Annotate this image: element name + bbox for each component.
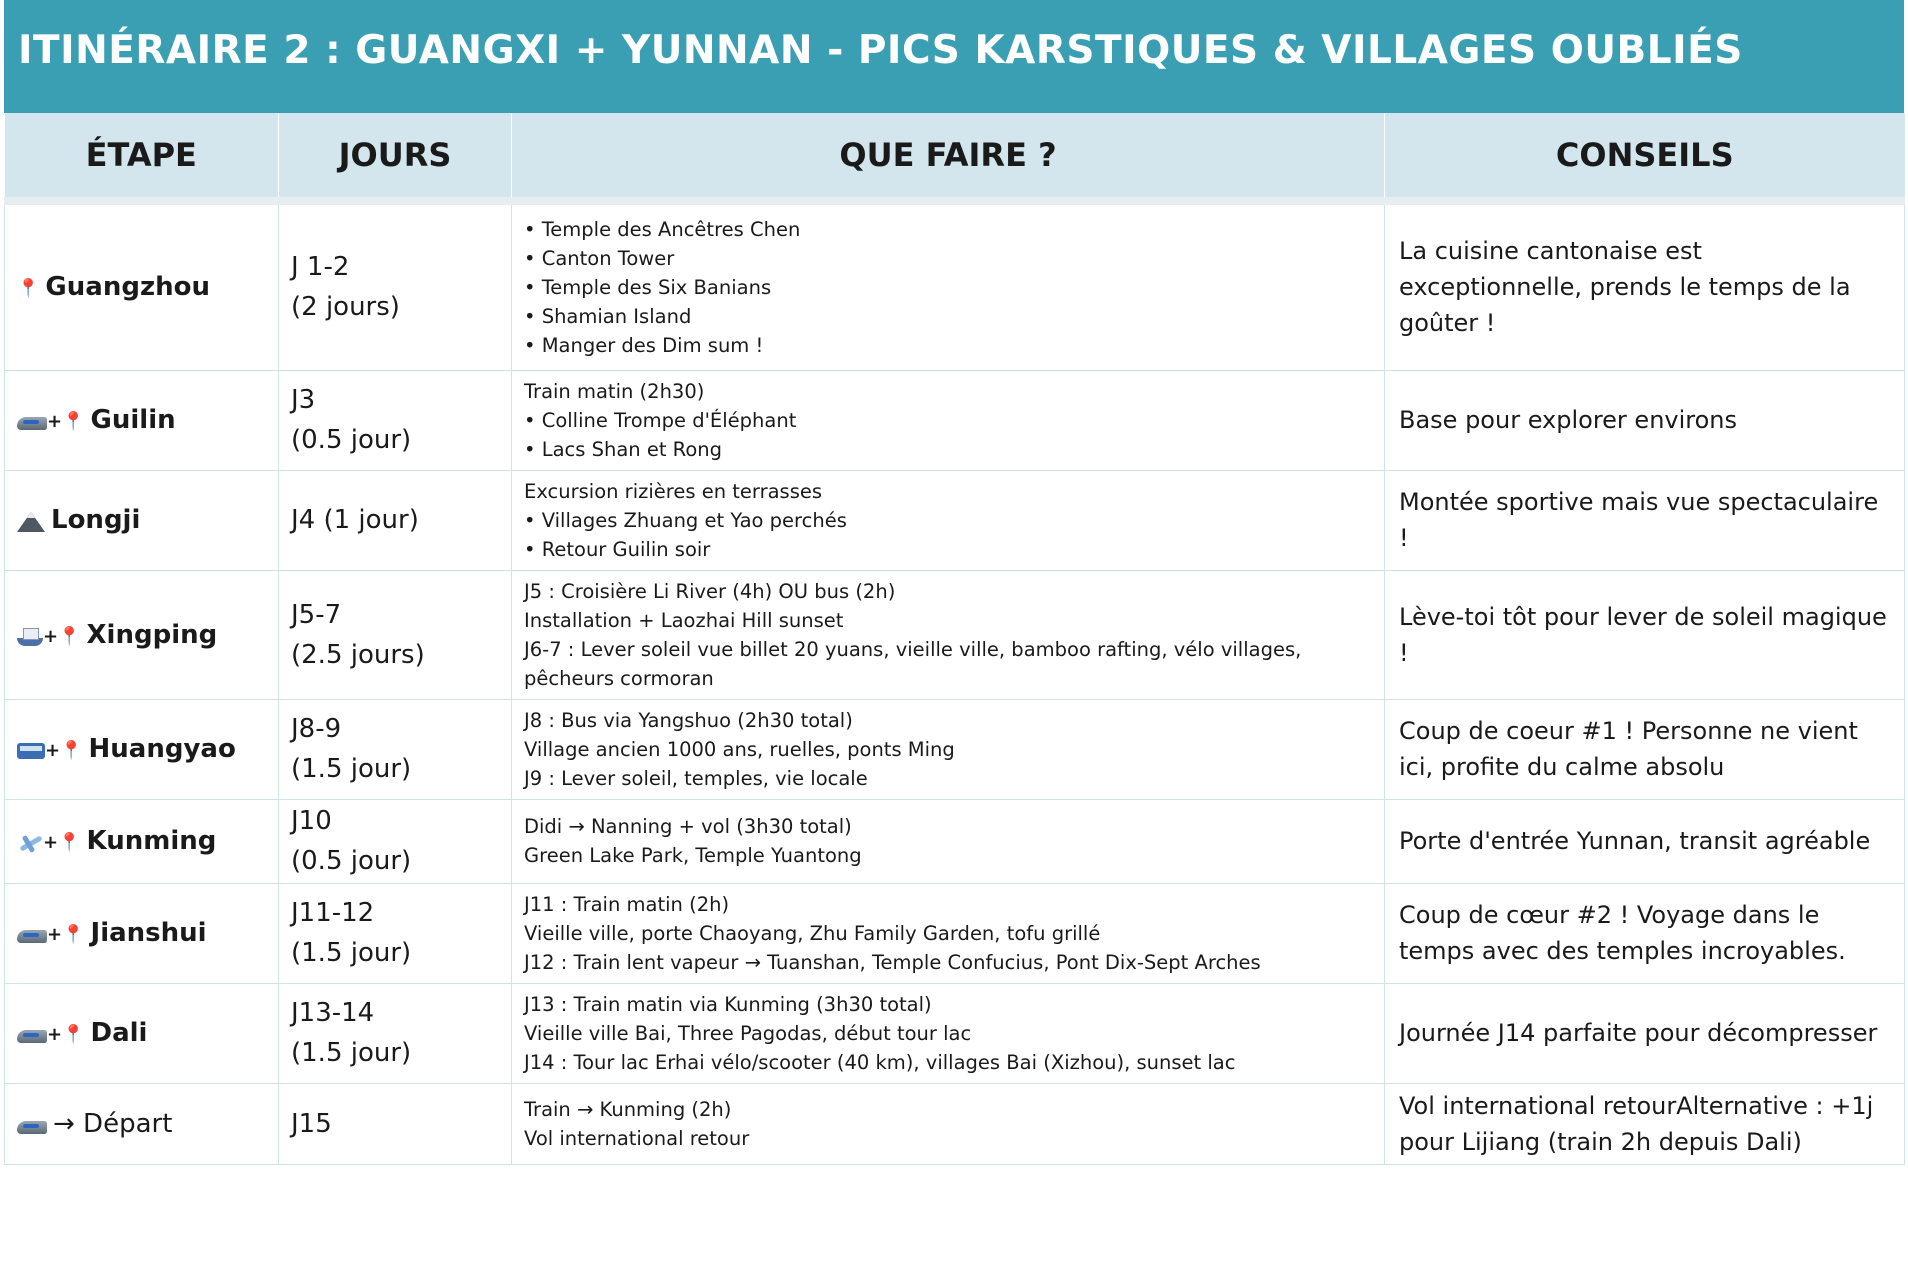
etape-icons [17,1021,85,1045]
table-row [5,570,1905,699]
activity-line: Vol international retour [524,1126,750,1150]
etape-icons [17,508,45,532]
conseil-cell: Journée J14 parfaite pour décompresser [1385,983,1905,1083]
activity-line: J11 : Train matin (2h) [524,892,730,916]
bus-icon [17,743,45,759]
activity-line: J9 : Lever soleil, temples, vie locale [524,766,868,790]
table-row [5,370,1905,470]
mountain-icon [17,512,45,532]
etape-icons [17,623,81,647]
conseil-cell: Vol international retourAlternative : +1j pour Lijiang (train 2h depuis Dali) [1385,1083,1905,1164]
jours-cell [279,983,512,1083]
train-icon [17,417,47,430]
jours-line: (2.5 jours) [291,639,425,670]
plus-sign: + [43,832,59,853]
etape-name: Huangyao [88,734,236,764]
plus-sign: + [43,625,59,647]
map-pin-icon: 📍 [62,924,85,945]
activity-line: • Shamian Island [524,304,692,328]
activity-line: • Temple des Ancêtres Chen [524,217,801,241]
table-row [5,883,1905,983]
map-pin-icon: 📍 [60,740,83,761]
jours-line: J15 [291,1108,332,1139]
jours-cell [279,370,512,470]
table-row [5,1083,1905,1164]
activity-line: • Retour Guilin soir [524,537,711,561]
etape-cell [5,370,279,470]
etape-icons [17,829,81,853]
map-pin-icon: 📍 [62,1024,85,1045]
ship-icon [17,626,43,646]
jours-line: J 1-2 [291,252,350,283]
que-faire-cell [512,983,1385,1083]
activity-line: Didi → Nanning + vol (3h30 total) [524,815,852,838]
header-row [5,113,1905,201]
etape-icons [17,921,85,945]
activity-line: • Canton Tower [524,246,675,270]
plus-sign: + [45,740,61,761]
que-faire-cell [512,201,1385,370]
train-icon [17,1030,47,1043]
jours-line: J5-7 [291,599,342,630]
jours-line: J8-9 [291,714,342,744]
header-que-faire: QUE FAIRE ? [512,113,1385,201]
jours-line: J10 [291,806,332,836]
train-icon [17,1121,47,1134]
page-title: ITINÉRAIRE 2 : GUANGXI + YUNNAN - PICS KARSTIQUES & VILLAGES OUBLIÉS [18,28,1743,73]
etape-cell [5,570,279,699]
jours-line: J3 [291,385,316,415]
que-faire-cell [512,370,1385,470]
activity-line: Excursion rizières en terrasses [524,479,823,503]
table-row [5,983,1905,1083]
plane-icon [17,833,43,853]
plus-sign: + [47,1024,63,1045]
que-faire-cell [512,799,1385,883]
activity-line: Vieille ville Bai, Three Pagodas, début tour lac [524,1021,972,1045]
conseil-cell: La cuisine cantonaise est exceptionnelle, prends le temps de la goûter ! [1385,201,1905,370]
que-faire-cell [512,1083,1385,1164]
jours-cell [279,699,512,799]
title-bar [4,0,1904,113]
conseil-cell: Montée sportive mais vue spectaculaire ! [1385,470,1905,570]
table-row [5,201,1905,370]
conseil-cell: Base pour explorer environs [1385,370,1905,470]
jours-cell [279,570,512,699]
etape-name: Longji [51,505,141,535]
activity-line: • Lacs Shan et Rong [524,437,723,461]
itinerary-rows [5,201,1905,1164]
activity-line: • Colline Trompe d'Éléphant [524,408,797,432]
etape-icons [17,1112,47,1136]
etape-cell [5,1083,279,1164]
activity-line: • Manger des Dim sum ! [524,333,764,357]
etape-name: Dali [90,1018,148,1048]
que-faire-cell [512,570,1385,699]
activity-line: J14 : Tour lac Erhai vélo/scooter (40 km), villages Bai (Xizhou), sunset lac [524,1050,1236,1074]
conseil-cell: Porte d'entrée Yunnan, transit agréable [1385,799,1905,883]
etape-cell [5,201,279,370]
itinerary-table [4,113,1905,1165]
etape-icons [17,275,39,299]
etape-cell [5,883,279,983]
etape-name: Kunming [86,826,217,856]
header-conseils: CONSEILS [1385,113,1905,201]
jours-cell [279,799,512,883]
etape-cell [5,699,279,799]
jours-line: J4 (1 jour) [291,505,419,535]
header-etape: ÉTAPE [5,113,279,201]
plus-sign: + [47,924,63,945]
activity-line: • Temple des Six Banians [524,275,772,299]
etape-cell [5,983,279,1083]
activity-line: Train matin (2h30) [524,379,705,403]
etape-name: Guilin [90,405,176,435]
map-pin-icon: 📍 [17,278,40,300]
plus-sign: + [47,411,63,432]
conseil-cell: Coup de coeur #1 ! Personne ne vient ici, profite du calme absolu [1385,699,1905,799]
table-row [5,699,1905,799]
map-pin-icon: 📍 [58,832,81,853]
etape-name: Guangzhou [45,272,210,303]
etape-cell [5,470,279,570]
header-jours: JOURS [279,113,512,201]
etape-name: Jianshui [90,918,207,948]
jours-line: J13-14 [291,998,375,1028]
que-faire-cell [512,699,1385,799]
activity-line: Village ancien 1000 ans, ruelles, ponts Ming [524,737,955,761]
activity-line: Installation + Laozhai Hill sunset [524,608,844,632]
etape-cell [5,799,279,883]
table-row [5,470,1905,570]
activity-line: J13 : Train matin via Kunming (3h30 total) [524,992,932,1016]
jours-line: (1.5 jour) [291,1038,412,1068]
activity-line: J8 : Bus via Yangshuo (2h30 total) [524,708,853,732]
jours-line: (2 jours) [291,292,400,323]
jours-cell [279,883,512,983]
map-pin-icon: 📍 [62,411,85,432]
jours-line: J11-12 [291,898,375,928]
activity-line: J6-7 : Lever soleil vue billet 20 yuans, vieille ville, bamboo rafting, vélo villages, pêcheurs cormoran [524,637,1302,690]
jours-line: (0.5 jour) [291,846,412,876]
conseil-cell: Lève-toi tôt pour lever de soleil magique ! [1385,570,1905,699]
etape-icons [17,737,83,761]
etape-name: Xingping [86,619,218,650]
activity-line: Train → Kunming (2h) [524,1097,732,1121]
table-row [5,799,1905,883]
activity-line: Green Lake Park, Temple Yuantong [524,844,862,867]
jours-cell [279,470,512,570]
jours-line: (0.5 jour) [291,425,412,455]
jours-line: (1.5 jour) [291,754,412,784]
jours-cell [279,201,512,370]
jours-line: (1.5 jour) [291,938,412,968]
activity-line: • Villages Zhuang et Yao perchés [524,508,847,532]
map-pin-icon: 📍 [58,625,81,647]
conseil-cell: Coup de cœur #2 ! Voyage dans le temps avec des temples incroyables. [1385,883,1905,983]
activity-line: J12 : Train lent vapeur → Tuanshan, Temple Confucius, Pont Dix-Sept Arches [524,950,1261,974]
etape-icons [17,408,85,432]
jours-cell [279,1083,512,1164]
etape-name: → Départ [53,1108,173,1139]
train-icon [17,930,47,943]
activity-line: Vieille ville, porte Chaoyang, Zhu Family Garden, tofu grillé [524,921,1101,945]
activity-line: J5 : Croisière Li River (4h) OU bus (2h) [524,579,896,603]
que-faire-cell [512,470,1385,570]
que-faire-cell [512,883,1385,983]
